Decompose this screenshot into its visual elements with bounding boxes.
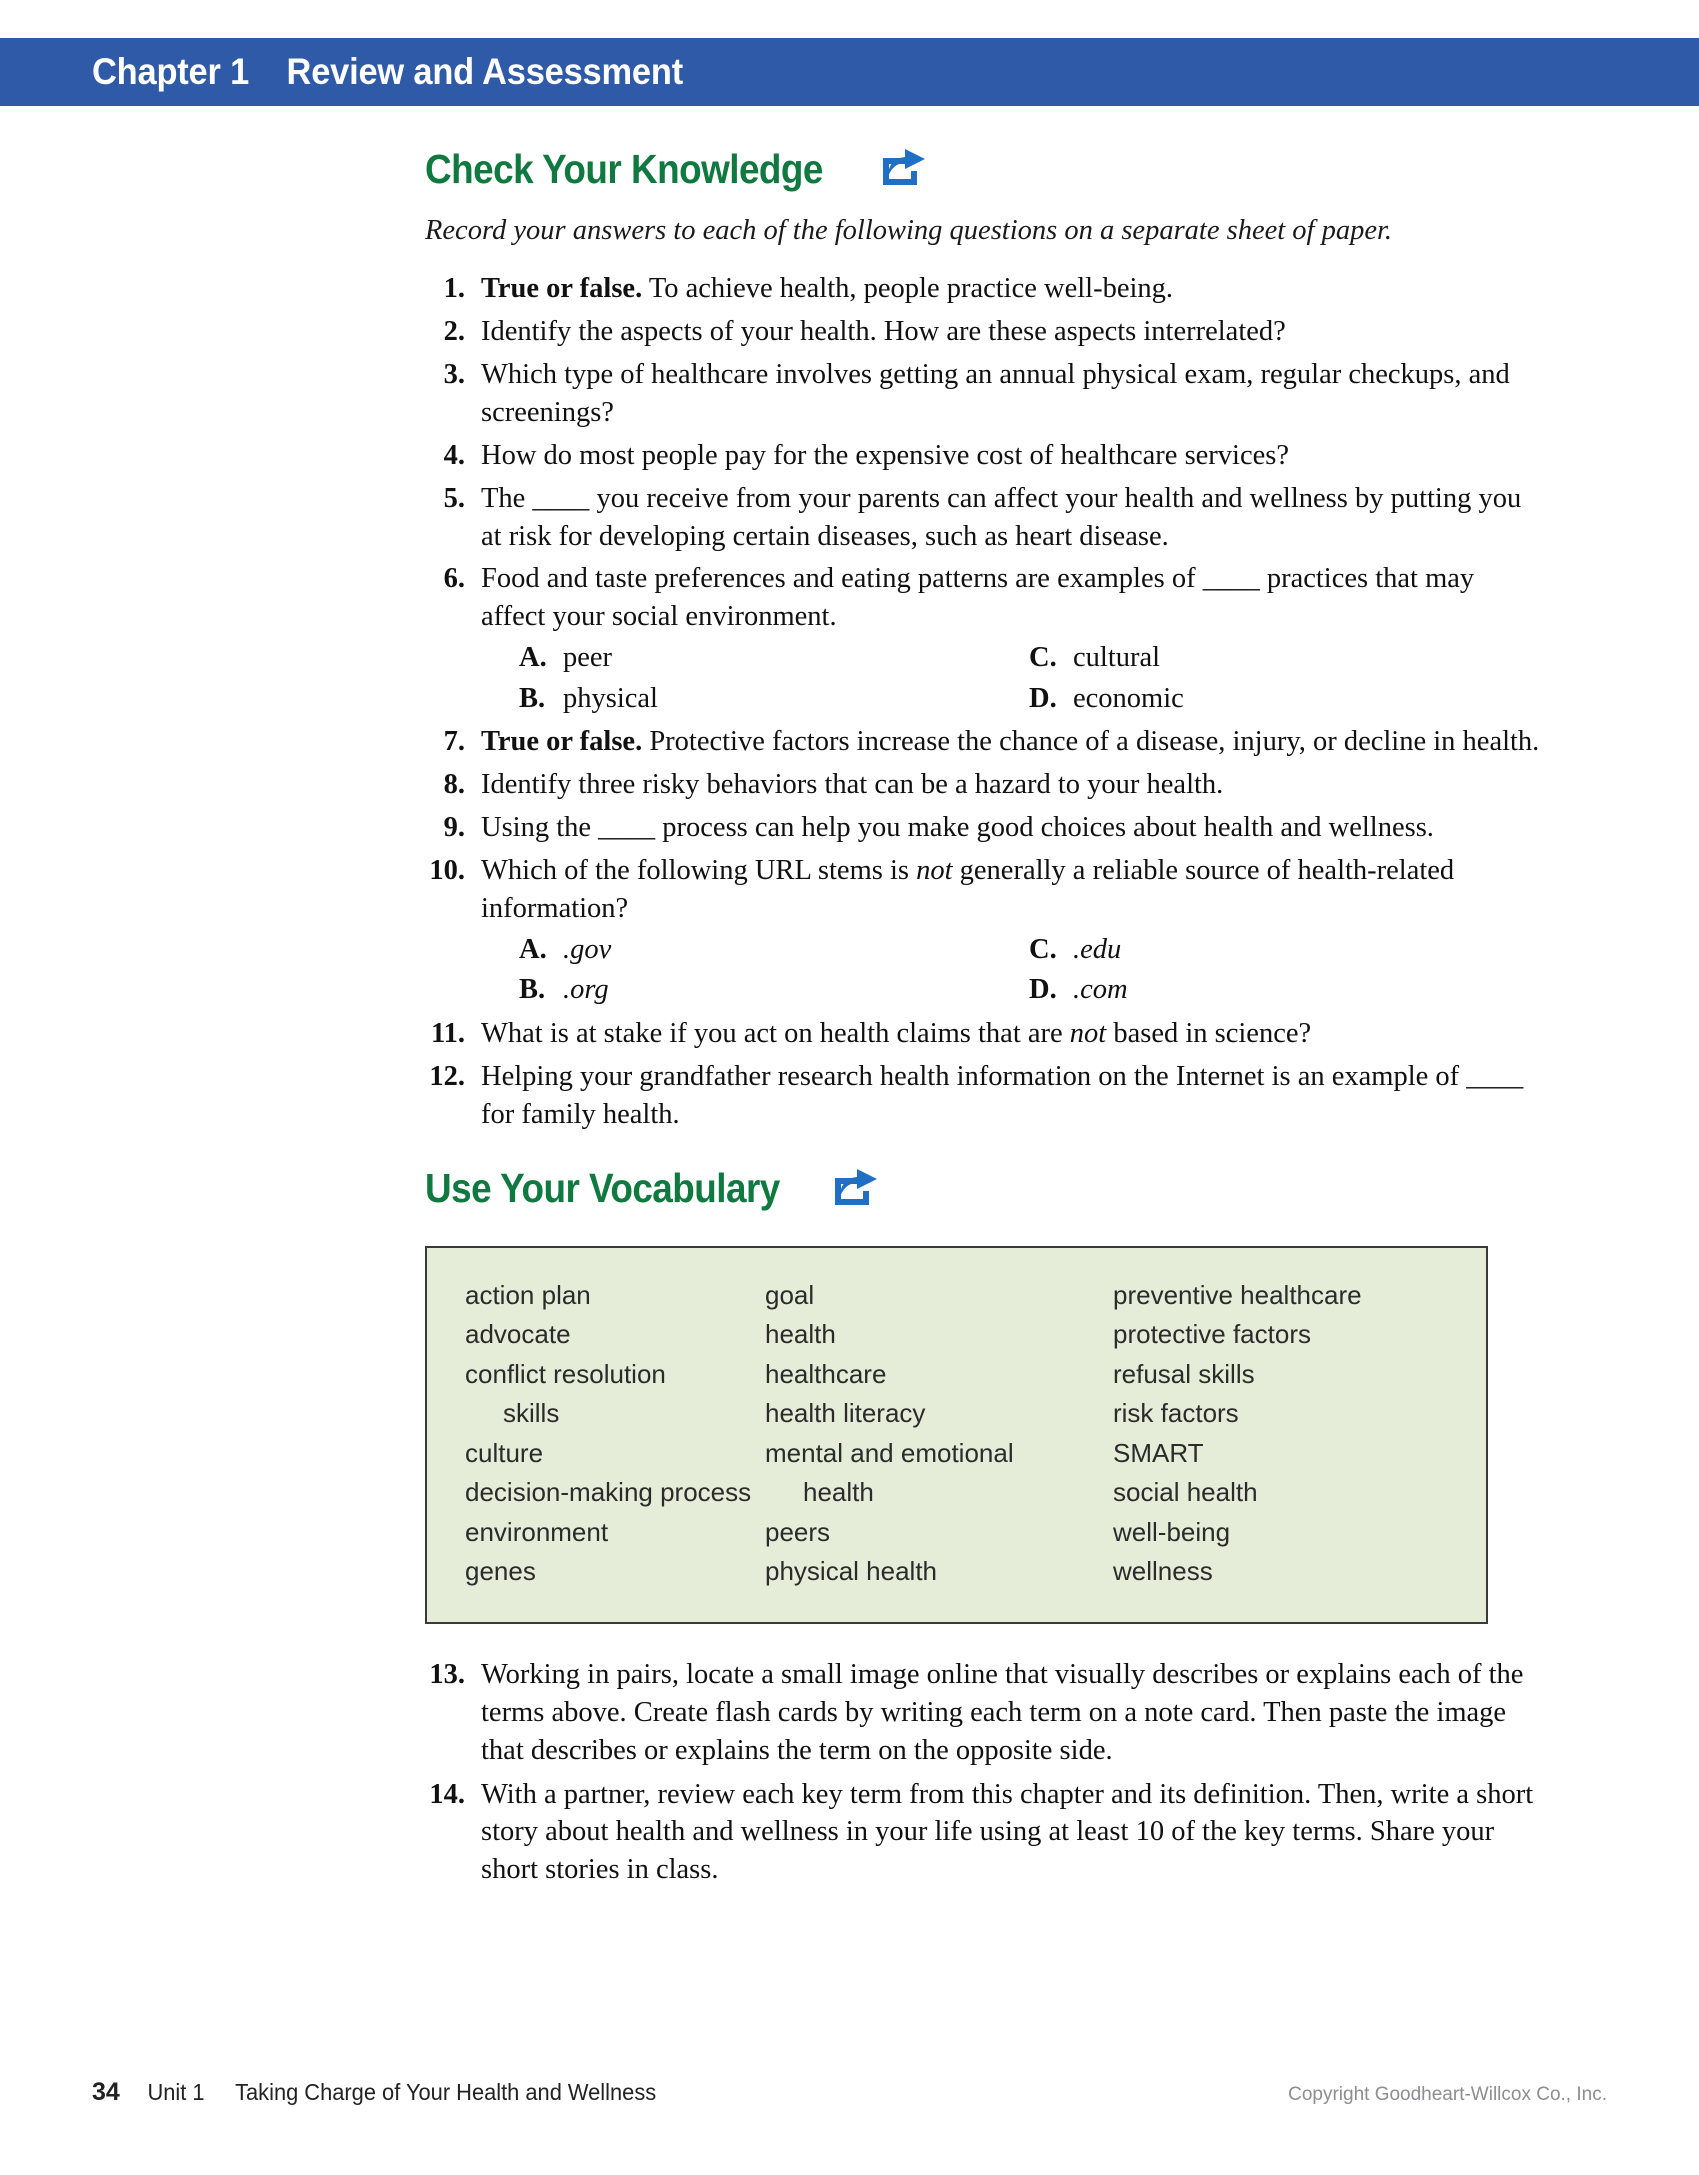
- vocabulary-term: health: [765, 1319, 836, 1350]
- vocabulary-term: peers: [765, 1516, 831, 1547]
- choice-value: .org: [563, 974, 609, 1006]
- use-your-vocabulary-title: Use Your Vocabulary: [425, 1165, 780, 1212]
- question-item: [425, 356, 1545, 432]
- question-item: [425, 1015, 1545, 1053]
- choice-letter: D.: [1029, 974, 1057, 1006]
- share-export-icon[interactable]: [833, 1167, 879, 1207]
- vocabulary-term: goal: [765, 1279, 815, 1310]
- vocabulary-term: protective factors: [1113, 1319, 1311, 1350]
- question-item: [425, 313, 1545, 351]
- choice-row: [481, 931, 1545, 969]
- question-item: [425, 809, 1545, 847]
- question-body-text: How do most people pay for the expensive cost of healthcare services?: [481, 439, 1290, 471]
- question-body-text: Food and taste preferences and eating patterns are examples of ____ practices that may affect your social environment.: [481, 563, 1475, 633]
- choice-option-c[interactable]: [1021, 931, 1121, 969]
- vocabulary-term: refusal skills: [1113, 1358, 1255, 1389]
- vocabulary-term: well-being: [1113, 1516, 1231, 1547]
- section-heading-use-your-vocabulary: [425, 1160, 1699, 1218]
- choice-letter: B.: [519, 682, 546, 714]
- chapter-banner-title: Chapter 1 Review and Assessment: [92, 51, 683, 92]
- question-number: 13.: [429, 1658, 465, 1690]
- question-text: [481, 1058, 1545, 1134]
- choice-letter: C.: [1029, 642, 1057, 674]
- page-footer: [0, 2078, 1699, 2118]
- vocabulary-term: SMART: [1113, 1437, 1204, 1468]
- choice-row: [481, 639, 1545, 677]
- vocabulary-term-continuation: health: [803, 1477, 874, 1508]
- question-text: [481, 313, 1545, 351]
- choice-letter: D.: [1029, 682, 1057, 714]
- section-heading-check-your-knowledge: [425, 140, 1699, 198]
- vocabulary-term: physical health: [765, 1556, 937, 1587]
- vocabulary-term-box: [425, 1246, 1488, 1624]
- question-text: [481, 356, 1545, 432]
- question-part-emphasis: not: [916, 855, 953, 887]
- footer-left-group: [92, 2078, 667, 2107]
- vocabulary-term: wellness: [1113, 1556, 1213, 1587]
- question-part-1: What is at stake if you act on health claims that are: [481, 1018, 1070, 1050]
- chapter-banner: [0, 38, 1699, 106]
- question-text: [481, 809, 1545, 847]
- vocabulary-term: genes: [465, 1556, 536, 1587]
- footer-unit-title: Taking Charge of Your Health and Wellness: [234, 2079, 657, 2105]
- choice-option-d[interactable]: [1021, 971, 1128, 1009]
- choice-option-a[interactable]: [481, 639, 1021, 677]
- page-number: 34: [92, 2078, 120, 2106]
- question-text: [481, 560, 1545, 717]
- choice-option-b[interactable]: [481, 680, 1021, 718]
- choice-option-b[interactable]: [481, 971, 1021, 1009]
- question-body-text: Using the ____ process can help you make good choices about health and wellness.: [481, 812, 1434, 844]
- vocabulary-term: preventive healthcare: [1113, 1279, 1362, 1310]
- answer-choices: [481, 639, 1545, 717]
- footer-unit-label: Unit 1: [147, 2079, 205, 2105]
- choice-letter: B.: [519, 974, 546, 1006]
- question-number: 6.: [443, 563, 465, 595]
- answer-choices: [481, 931, 1545, 1009]
- vocabulary-term: decision-making process: [465, 1477, 752, 1508]
- vocabulary-column-2: [765, 1276, 1113, 1592]
- choice-option-c[interactable]: [1021, 639, 1160, 677]
- question-number: 8.: [443, 769, 465, 801]
- question-item: [425, 1058, 1545, 1134]
- choice-value: cultural: [1073, 642, 1161, 674]
- choice-value: physical: [563, 682, 658, 714]
- question-item: [425, 766, 1545, 804]
- question-body-text: Protective factors increase the chance of a disease, injury, or decline in health.: [642, 726, 1540, 758]
- question-number: 5.: [443, 482, 465, 514]
- question-number: 10.: [429, 855, 465, 887]
- vocabulary-term: action plan: [465, 1279, 591, 1310]
- vocabulary-term: mental and emotional: [765, 1437, 1014, 1468]
- question-number: 9.: [443, 812, 465, 844]
- choice-value: .gov: [563, 933, 612, 965]
- choice-row: [481, 680, 1545, 718]
- question-body-text: Identify the aspects of your health. How are these aspects interrelated?: [481, 316, 1286, 348]
- question-number: 11.: [430, 1018, 465, 1050]
- page-content: [0, 140, 1699, 1894]
- question-text: With a partner, review each key term from this chapter and its definition. Then, write a short story about health and wellness in your life using at least 10 of the key terms. Share your short stories in class.: [481, 1778, 1534, 1886]
- question-part-1: Which of the following URL stems is: [481, 855, 917, 887]
- check-your-knowledge-instructions: Record your answers to each of the following questions on a separate sheet of paper.: [425, 215, 1393, 246]
- vocabulary-question-list: [0, 1656, 1699, 1889]
- question-text: [481, 437, 1545, 475]
- choice-value: peer: [563, 642, 613, 674]
- copyright-notice: Copyright Goodheart-Willcox Co., Inc.: [1288, 2084, 1607, 2105]
- vocabulary-term: environment: [465, 1516, 609, 1547]
- question-text: [481, 480, 1545, 556]
- check-knowledge-question-list: [0, 270, 1699, 1134]
- question-bold-lead: True or false.: [481, 273, 643, 305]
- question-item: [425, 437, 1545, 475]
- choice-letter: A.: [519, 642, 547, 674]
- question-number: 12.: [429, 1060, 465, 1092]
- question-bold-lead: True or false.: [481, 726, 643, 758]
- question-text: [481, 270, 1545, 308]
- vocabulary-column-1: [427, 1276, 765, 1592]
- vocabulary-term: conflict resolution: [465, 1358, 666, 1389]
- question-number: 4.: [443, 439, 465, 471]
- vocabulary-term: social health: [1113, 1477, 1258, 1508]
- question-text: [481, 766, 1545, 804]
- question-body-text: Which type of healthcare involves getting an annual physical exam, regular checkups, and screenings?: [481, 358, 1510, 428]
- question-number: 2.: [443, 316, 465, 348]
- choice-value: economic: [1073, 682, 1184, 714]
- share-export-icon[interactable]: [881, 147, 927, 187]
- choice-option-a[interactable]: [481, 931, 1021, 969]
- choice-value: .edu: [1073, 933, 1122, 965]
- question-body-text: Helping your grandfather research health information on the Internet is an example of ____ for family health.: [481, 1060, 1524, 1130]
- question-number: 7.: [443, 726, 465, 758]
- question-number: 1.: [443, 273, 465, 305]
- question-text: Working in pairs, locate a small image online that visually describes or explains each of the terms above. Create flash cards by writing each term on a note card. Then paste the image that describes or explains the term on the opposite side.: [481, 1658, 1524, 1766]
- question-body-text: The ____ you receive from your parents can affect your health and wellness by putting you at risk for developing certain diseases, such as heart disease.: [481, 482, 1522, 552]
- question-item: [425, 852, 1545, 1009]
- vocabulary-term-continuation: skills: [503, 1398, 560, 1429]
- choice-row: [481, 971, 1545, 1009]
- question-item: [425, 723, 1545, 761]
- question-text: [481, 1015, 1545, 1053]
- question-item: [425, 480, 1545, 556]
- choice-value: .com: [1073, 974, 1128, 1006]
- question-text: [481, 723, 1545, 761]
- question-part-emphasis: not: [1069, 1018, 1107, 1050]
- choice-letter: A.: [519, 933, 547, 965]
- question-number: 3.: [443, 358, 465, 390]
- question-body-text: To achieve health, people practice well-being.: [642, 273, 1174, 305]
- vocabulary-term: risk factors: [1113, 1398, 1239, 1429]
- question-part-2: based in science?: [1106, 1018, 1312, 1050]
- check-your-knowledge-title: Check Your Knowledge: [425, 145, 823, 192]
- vocabulary-term: health literacy: [765, 1398, 926, 1429]
- vocabulary-term: advocate: [465, 1319, 571, 1350]
- vocabulary-term: healthcare: [765, 1358, 887, 1389]
- vocabulary-column-3: [1113, 1276, 1486, 1592]
- question-item: [425, 560, 1545, 717]
- question-number: 14.: [429, 1778, 465, 1810]
- question-item: [425, 270, 1545, 308]
- question-body-text: Identify three risky behaviors that can be a hazard to your health.: [481, 769, 1224, 801]
- choice-option-d[interactable]: [1021, 680, 1184, 718]
- choice-letter: C.: [1029, 933, 1057, 965]
- question-text: [481, 852, 1545, 1009]
- question-part-2: generally a reliable source of health-related information?: [481, 855, 1455, 924]
- vocabulary-term: culture: [465, 1437, 544, 1468]
- question-item: [425, 1776, 1545, 1890]
- question-item: [425, 1656, 1545, 1770]
